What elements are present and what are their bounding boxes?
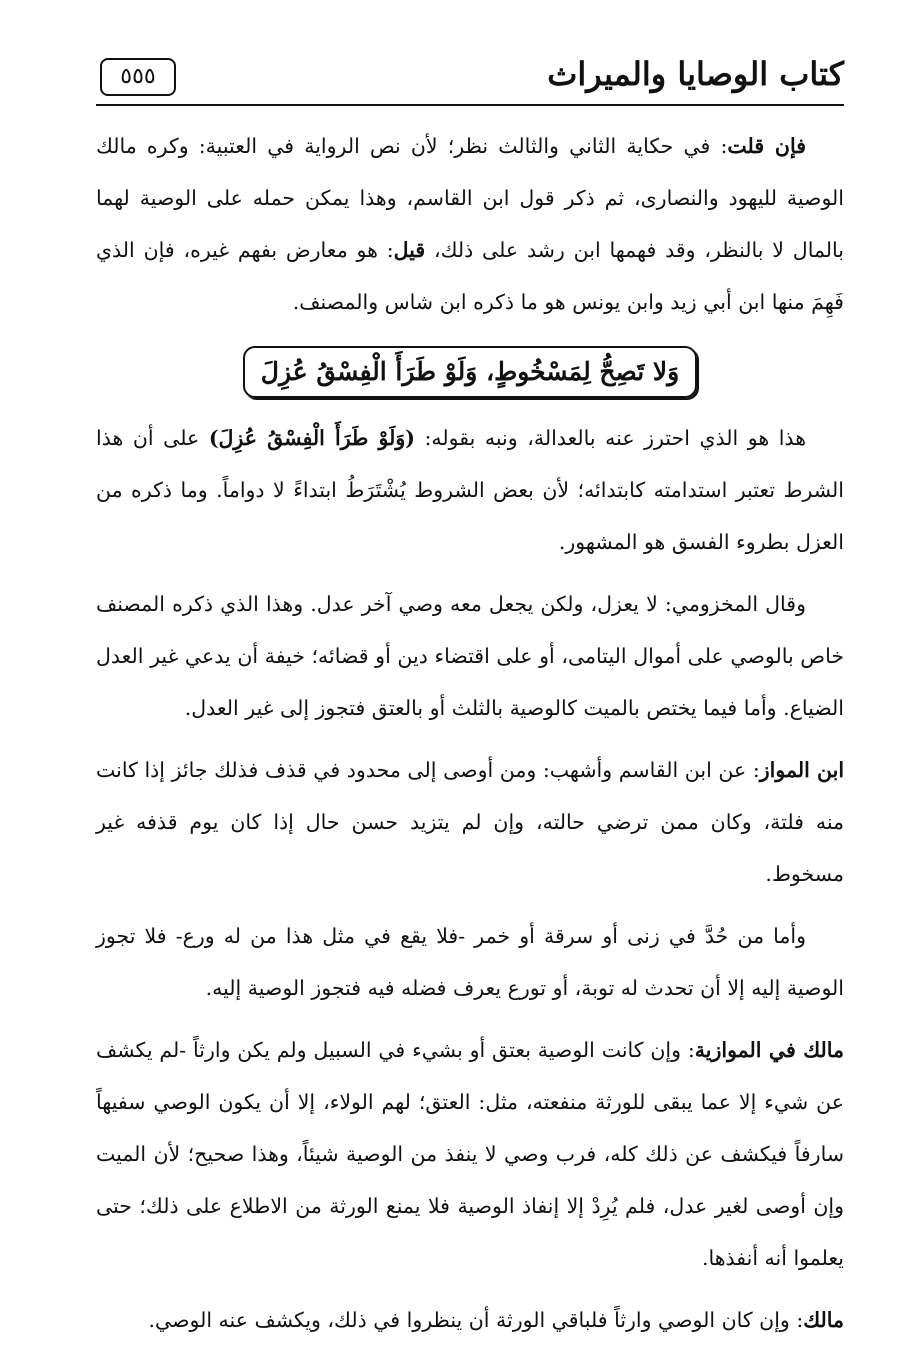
matn-heading: وَلا تَصِحُّ لِمَسْخُوطٍ، وَلَوْ طَرَأَ الْفِسْقُ عُزِلَ [243,346,697,398]
paragraph-7-text: : وإن كان الوصي وارثاً فلباقي الورثة أن ينظروا في ذلك، ويكشف عنه الوصي. [148,1308,804,1332]
matn-heading-wrap [96,346,844,398]
term-malik-fi-al-mawwaziyya: مالك في الموازية [694,1038,844,1062]
paragraph-4 [96,744,844,900]
page-number: ٥٥٥ [100,58,176,96]
paragraph-2-quote: (وَلَوْ طَرَأَ الْفِسْقُ عُزِلَ) [208,426,415,450]
paragraph-3: وقال المخزومي: لا يعزل، ولكن يجعل معه وصي آخر عدل. وهذا الذي ذكره المصنف خاص بالوصي على أموال اليتامى، أو على اقتضاء دين أو قضائه؛ خيفة أن يدعي غير العدل الضياع. وأما فيما يختص بالميت كالوصية بالثلث أو بالعتق فتجوز إلى غير العدل. [96,592,844,720]
paragraph-1-text: : في حكاية الثاني والثالث نظر؛ لأن نص الرواية في العتبية: وكره مالك الوصية لليهود والنصارى، ثم ذكر قول ابن القاسم، وهذا يمكن حمله على الوصية لهما بالمال لا بالنظر، وقد فهمها ابن رشد على ذلك، [96,134,844,262]
paragraph-1 [96,120,844,328]
paragraph-1-text-2: : هو معارض بفهم غيره، فإن الذي فَهِمَ منها ابن أبي زيد وابن يونس هو ما ذكره ابن شاس والمصنف. [96,238,844,314]
paragraph-7 [96,1294,844,1346]
paragraph-2-text-2: على أن هذا الشرط تعتبر استدامته كابتدائه؛ لأن بعض الشروط يُشْتَرَطُ ابتداءً لا دواماً. وما ذكره من العزل بطروء الفسق هو المشهور. [96,426,844,554]
term-ibn-al-mawwaz: ابن المواز [759,758,845,782]
paragraph-6-text: : وإن كانت الوصية بعتق أو بشيء في السبيل ولم يكن وارثاً -لم يكشف عن شيء إلا عما يبقى للورثة منفعته، مثل: العتق؛ لهم الولاء، إلا أن يكون الوصي سفيهاً سارفاً فيكشف عن ذلك كله، فرب وصي لا ينفذ من الوصية شيئاً، وهذا صحيح؛ لأن الميت وإن أوصى لغير عدل، فلم يُرِدْ إلا إنفاذ الوصية فلا يمنع الورثة من الاطلاع على ذلك؛ حتى يعلموا أنه أنفذها. [96,1038,844,1270]
page-content [96,120,844,1346]
paragraph-5: وأما من حُدَّ في زنى أو سرقة أو خمر -فلا يقع في مثل هذا من له ورع- فلا تجوز الوصية إليه إلا أن تحدث له توبة، أو تورع يعرف فضله فيه فتجوز الوصية إليه. [96,924,844,1000]
term-in-qult: فإن قلت [727,134,806,158]
paragraph-2-text: هذا هو الذي احترز عنه بالعدالة، ونبه بقوله: [414,426,807,450]
page-header [96,48,844,106]
paragraph-4-text: : عن ابن القاسم وأشهب: ومن أوصى إلى محدود في قذف فذلك جائز إذا كانت منه فلتة، وكان ممن ترضي حالته، وإن لم يتزيد حسن حال إذا كان يوم قذفه غير مسخوط. [96,758,844,886]
term-qil: قيل [393,238,426,262]
book-page [96,48,844,1356]
book-title: كتاب الوصايا والميراث [547,55,844,93]
paragraph-2 [96,412,844,568]
term-malik: مالك [803,1308,844,1332]
paragraph-6 [96,1024,844,1284]
